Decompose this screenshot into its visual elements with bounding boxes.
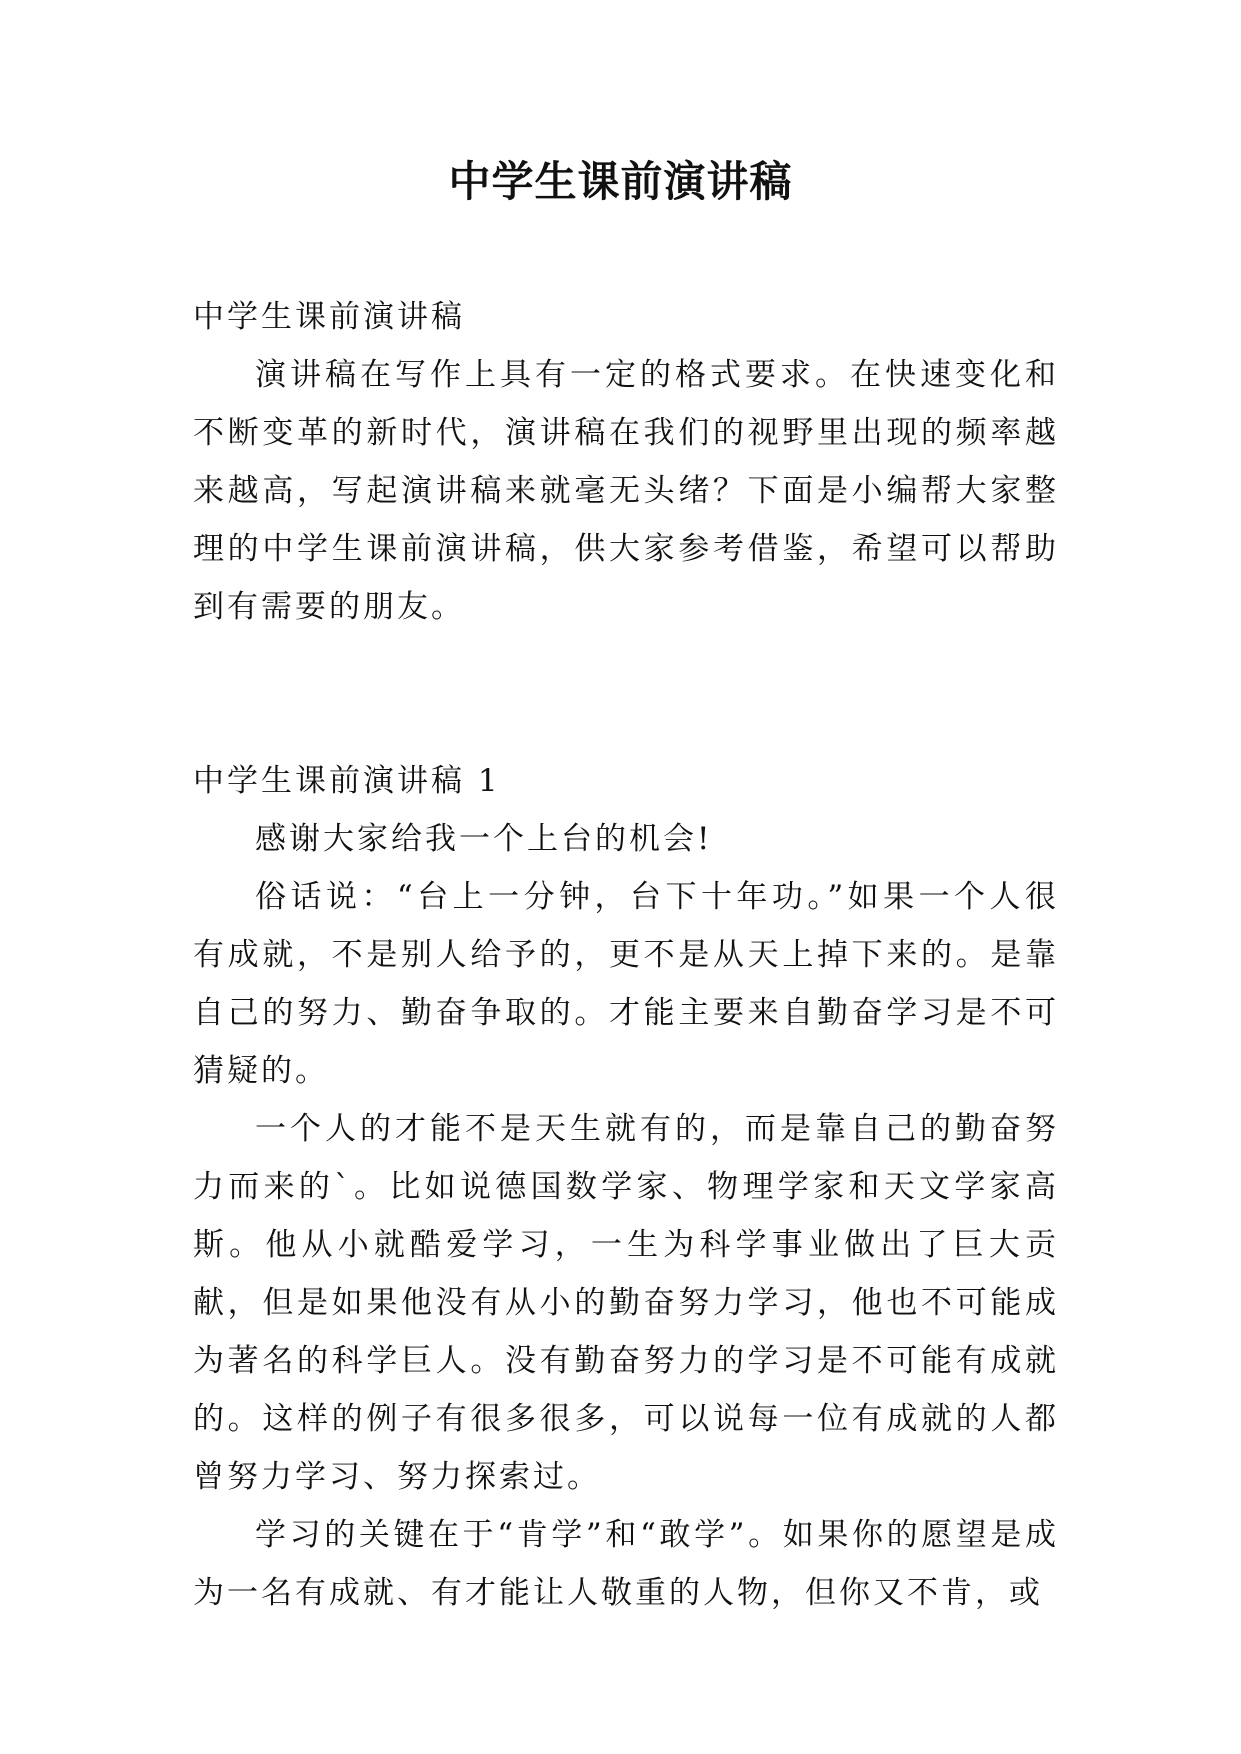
body-paragraph: 一个人的才能不是天生就有的，而是靠自己的勤奋努力而来的`。比如说德国数学家、物理学家和天文学家高斯。他从小就酷爱学习，一生为科学事业做出了巨大贡献，但是如果他没有从小的勤奋努力学习，他也不可能成为著名的科学巨人。没有勤奋努力的学习是不可能有成就的。这样的例子有很多很多，可以说每一位有成就的人都曾努力学习、努力探索过。 [193,1111,1059,1495]
intro-heading: 中学生课前演讲稿 [193,299,465,335]
body-paragraph: 俗话说：“台上一分钟，台下十年功。”如果一个人很有成就，不是别人给予的，更不是从天上掉下来的。是靠自己的努力、勤奋争取的。才能主要来自勤奋学习是不可猜疑的。 [193,879,1059,1089]
document-body [193,288,1059,1622]
section-heading: 中学生课前演讲稿 1 [193,763,501,799]
body-paragraph: 学习的关键在于“肯学”和“敢学”。如果你的愿望是成为一名有成就、有才能让人敬重的人物，但你又不肯，或 [193,1517,1059,1611]
intro-paragraph: 演讲稿在写作上具有一定的格式要求。在快速变化和不断变革的新时代，演讲稿在我们的视野里出现的频率越来越高，写起演讲稿来就毫无头绪？下面是小编帮大家整理的中学生课前演讲稿，供大家参考借鉴，希望可以帮助到有需要的朋友。 [193,357,1059,625]
body-paragraph: 感谢大家给我一个上台的机会! [255,821,713,857]
section-spacer [193,636,1059,752]
document-title: 中学生课前演讲稿 [448,157,793,206]
